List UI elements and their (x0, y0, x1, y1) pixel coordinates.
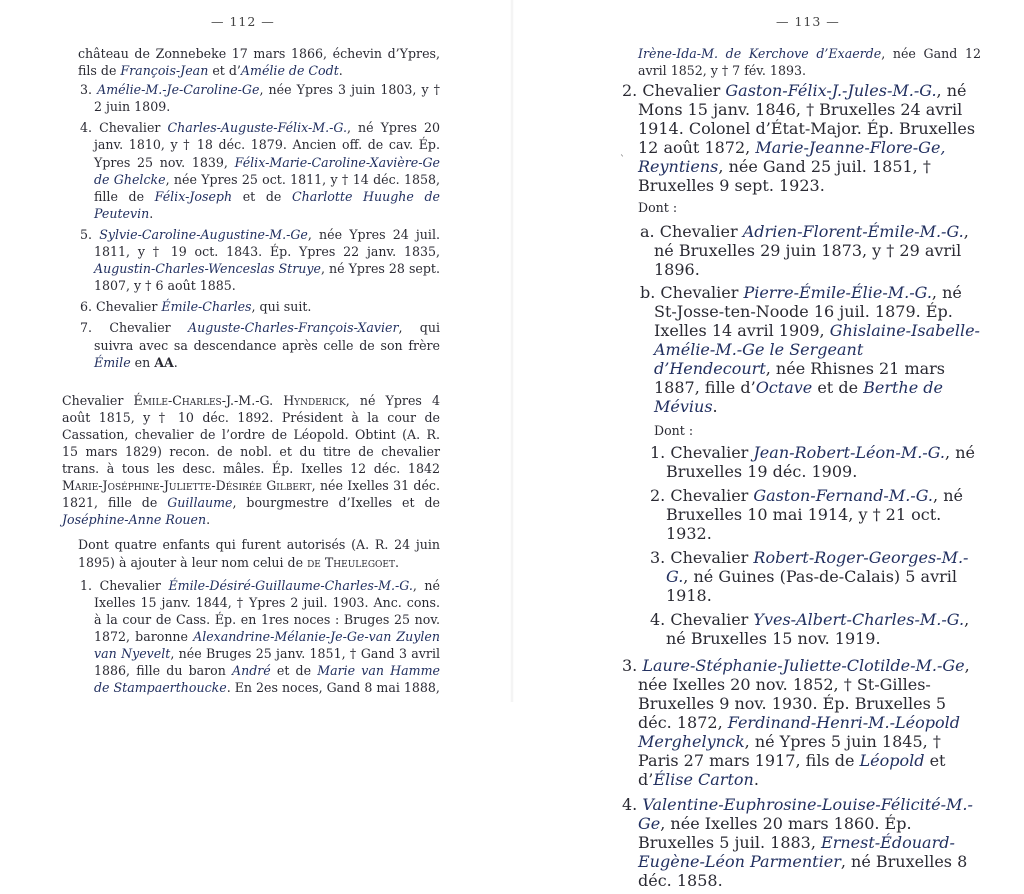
list-item: 4. Chevalier Yves-Albert-Charles-M.-G., né Bruxelles 15 nov. 1919. (650, 610, 970, 649)
dont-label: Dont : (638, 200, 678, 216)
list-item: 5. Sylvie-Caroline-Augustine-M.-Ge, née Ypres 24 juil. 1811, y † 19 oct. 1843. Ép. Ypres 22 janv. 1835, Augustin-Charles-Wenceslas Struye, né Ypres 28 sept. 1807, y † 6 août 1885. (80, 226, 440, 294)
list-item: 3. Laure-Stéphanie-Juliette-Clotilde-M.-Ge, née Ixelles 20 nov. 1852, † St-Gilles-Bruxelles 9 nov. 1930. Ép. Bruxelles 5 déc. 1872, Ferdinand-Henri-M.-Léopold Merghelynck, né Ypres 5 juin 1845, † Paris 27 mars 1917, fils de Léopold et d’Élise Carton. (622, 656, 970, 790)
continuation-paragraph: Irène-Ida-M. de Kerchove d’Exaerde, née Gand 12 avril 1852, y † 7 fév. 1893. (638, 46, 981, 79)
list-item: 6. Chevalier Émile-Charles, qui suit. (80, 299, 312, 315)
list-item: 7. Chevalier Auguste-Charles-François-Xavier, qui suivra avec sa descendance après celle de son frère Émile en AA. (80, 320, 440, 370)
list-item: 4. Chevalier Charles-Auguste-Félix-M.-G., né Ypres 20 janv. 1810, y † 18 déc. 1879. Ancien off. de cav. Ép. Ypres 25 nov. 1839, Félix-Marie-Caroline-Xavière-Ge de Ghelcke, née Ypres 25 oct. 1811, y † 14 déc. 1858, fille de Félix-Joseph et de Charlotte Huughe de Peutevin. (80, 120, 441, 221)
left-page (0, 0, 512, 702)
list-item: 2. Chevalier Gaston-Félix-J.-Jules-M.-G., né Mons 15 janv. 1846, † Bruxelles 24 avril 1914. Colonel d’État-Major. Ép. Bruxelles 12 août 1872, Marie-Jeanne-Flore-Ge, Reyntiens, née Gand 25 juil. 1851, † Bruxelles 9 sept. 1923. (622, 81, 976, 196)
left-page-body (62, 45, 440, 700)
list-item: 4. Valentine-Euphrosine-Louise-Félicité-M.-Ge, née Ixelles 20 mars 1860. Ép. Bruxelles 5 juil. 1883, Ernest-Édouard-Eugène-Léon Parmentier, né Bruxelles 8 déc. 1858. (622, 795, 973, 891)
dont-label: Dont : (654, 423, 694, 439)
list-item: 3. Chevalier Robert-Roger-Georges-M.-G., né Guines (Pas-de-Calais) 5 avril 1918. (650, 548, 969, 606)
left-page-number: — 112 — (211, 14, 275, 29)
list-item: a. Chevalier Adrien-Florent-Émile-M.-G., né Bruxelles 29 juin 1873, y † 29 avril 1896. (640, 222, 969, 280)
list-item: 2. Chevalier Gaston-Fernand-M.-G., né Bruxelles 10 mai 1914, y † 21 oct. 1932. (650, 486, 963, 544)
list-item: 1. Chevalier Jean-Robert-Léon-M.-G., né Bruxelles 19 déc. 1909. (650, 443, 975, 482)
list-item: 3. Amélie-M.-Je-Caroline-Ge, née Ypres 3 juin 1803, y † 2 juin 1809. (80, 82, 440, 115)
right-page-number: — 113 — (776, 14, 840, 29)
children-intro: Dont quatre enfants qui furent autorisés (A. R. 24 juin 1895) à ajouter à leur nom celui de de Theulegoet. (78, 537, 440, 570)
continuation-paragraph: château de Zonnebeke 17 mars 1866, échevin d’Ypres, fils de François-Jean et d’Amélie de Codt. (78, 46, 440, 79)
list-item: 1. Chevalier Émile-Désiré-Guillaume-Charles-M.-G., né Ixelles 15 janv. 1844, † Ypres 2 juil. 1903. Anc. cons. à la cour de Cass. Ép. en 1res noces : Bruges 25 nov. 1872, baronne Alexandrine-Mélanie-Je-Ge-van Zuylen van Nyevelt, née Bruges 25 janv. 1851, † Gand 3 avril 1886, fille du baron André et de Marie van Hamme de Stampaerthoucke. En 2es noces, Gand 8 mai 1888, (80, 577, 440, 696)
main-entry-paragraph: Chevalier Émile-Charles-J.-M.-G. Hynderick, né Ypres 4 août 1815, y † 10 déc. 1892. Président à la cour de Cassation, chevalier de l’ordre de Léopold. Obtint (A. R. 15 mars 1829) recon. de nobl. et du titre de chevalier trans. à tous les desc. mâles. Ép. Ixelles 12 déc. 1842 Marie-Joséphine-Juliette-Désirée Gilbert, née Ixelles 31 déc. 1821, fille de Guillaume, bourgmestre d’Ixelles et de Joséphine-Anne Rouen. (62, 392, 441, 528)
list-item: b. Chevalier Pierre-Émile-Élie-M.-G., né St-Josse-ten-Noode 16 juil. 1879. Ép. Ixelles 14 avril 1909, Ghislaine-Isabelle-Amélie-M.-Ge le Sergeant d’Hendecourt, née Rhisnes 21 mars 1887, fille d’Octave et de Berthe de Mévius. (640, 283, 980, 417)
right-page-body (622, 45, 981, 894)
margin-mark: ` (620, 155, 625, 166)
